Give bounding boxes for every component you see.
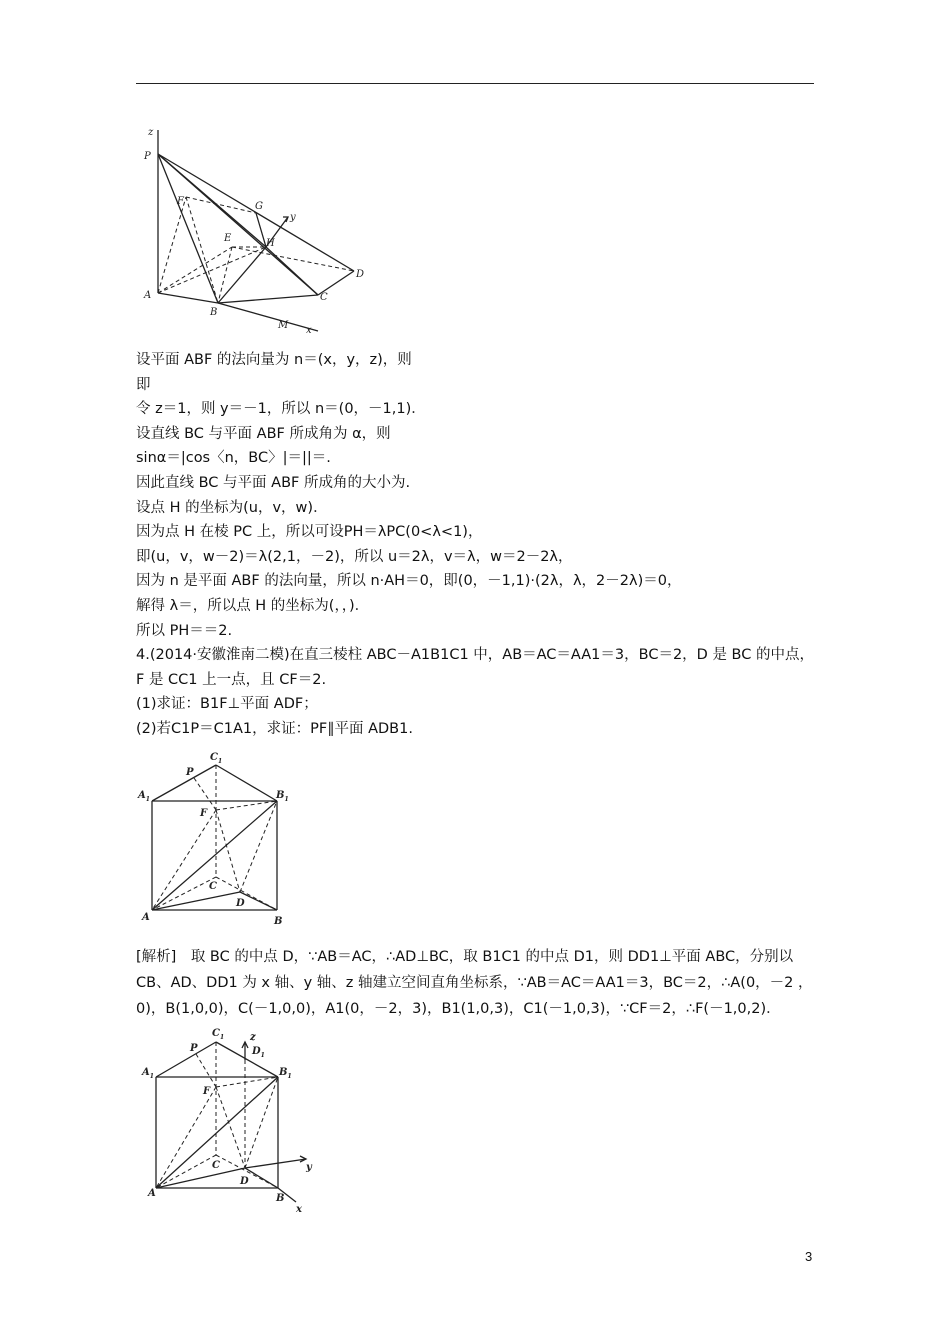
fig3-label-F: F [203, 1086, 211, 1097]
svg-text:A1: $A_1$ [138, 790, 150, 803]
svg-text:C1: $C_1$ [212, 1028, 225, 1041]
fig1-label-E: E [224, 233, 232, 244]
text-line: sinα＝|cos〈n，BC〉|＝||＝. [136, 450, 331, 467]
figure-prism [136, 748, 296, 930]
problem-statement-cont: F 是 CC1 上一点，且 CF＝2. [136, 671, 327, 688]
text-line: 即(u，v，w－2)＝λ(2,1，－2)，所以 u＝2λ，v＝λ，w＝2－2λ， [136, 548, 573, 565]
svg-text:D1: $D_1$ [252, 1046, 265, 1059]
fig3-label-B: B [276, 1193, 285, 1204]
fig3-label-A: A [148, 1188, 156, 1199]
fig3-label-D: D [240, 1176, 249, 1187]
fig2-label-A: A [142, 912, 150, 923]
fig2-label-C: C [209, 881, 217, 892]
fig2-label-A1: A [138, 790, 146, 801]
page-number: 3 [805, 1249, 813, 1264]
fig1-label-H: H [266, 238, 275, 249]
fig1-label-G: G [255, 201, 263, 212]
fig3-label-A1: A [142, 1067, 150, 1078]
fig3-label-C: C [212, 1160, 220, 1171]
svg-text:C1: $C_1$ [210, 752, 223, 765]
svg-text:B1: $B_1$ [276, 790, 289, 803]
text-line: 设点 H 的坐标为(u，v，w)． [136, 499, 328, 516]
svg-text:A1: $A_1$ [142, 1067, 154, 1080]
fig3-label-x: x [296, 1204, 302, 1214]
text-line: 设平面 ABF 的法向量为 n＝(x，y，z)，则 [136, 352, 412, 368]
text-line: 令 z＝1，则 y＝－1，所以 n＝(0，－1,1)． [136, 401, 426, 418]
fig3-label-C1: C [212, 1028, 220, 1039]
fig1-label-F: F [177, 196, 184, 207]
fig3-label-z: z [250, 1032, 256, 1043]
question-1: (1)求证：B1F⊥平面 ADF； [136, 696, 318, 713]
figure-prism-axes [136, 1024, 326, 1214]
text-line: 因为 n 是平面 ABF 的法向量，所以 n·AH＝0，即(0，－1,1)·(2λ，λ，2－2λ)＝0， [136, 573, 682, 590]
fig3-label-y: y [306, 1162, 312, 1173]
fig2-label-B: B [274, 916, 283, 927]
text-line: 因此直线 BC 与平面 ABF 所成角的大小为. [136, 474, 411, 491]
fig2-label-D: D [236, 898, 245, 909]
text-line: 设直线 BC 与平面 ABF 所成角为 α，则 [136, 425, 391, 442]
fig1-label-y: y [290, 212, 296, 223]
fig2-label-C1: C [210, 752, 218, 763]
figure-pyramid [138, 125, 368, 340]
text-line: 因为点 H 在棱 PC 上，所以可设PH＝λPC(0<λ<1)， [136, 524, 483, 541]
text-line: 所以 PH＝＝2. [136, 622, 233, 639]
text-line: 即 [136, 376, 151, 393]
fig3-label-B1: B [279, 1067, 288, 1078]
svg-text:B1: $B_1$ [279, 1067, 292, 1080]
fig2-label-F: F [200, 808, 208, 819]
fig1-label-M: M [278, 320, 289, 331]
fig3-label-D1: D [252, 1046, 261, 1057]
solution-text-block [136, 348, 836, 742]
fig1-label-A: A [144, 290, 152, 301]
solution-paragraph: [解析] 取 BC 的中点 D，∵AB＝AC，∴AD⊥BC，取 B1C1 的中点 D1，则 DD1⊥平面 ABC，分别以 CB、AD、DD1 为 x 轴、y 轴、z 轴建立空间直角坐标系，∵AB＝AC＝AA1＝3，BC＝2，∴A(0，－2 ，0)，B(1,0,0)，C(－1,0,0)，A1(0，－2，3)，B1(1,0,3)，C1(－1,0,3)，∵CF＝2，∴F(－1,0,2)． [136, 949, 813, 1017]
fig1-label-x: x [306, 325, 312, 336]
fig1-label-C: C [320, 292, 328, 303]
fig2-label-B1: B [276, 790, 285, 801]
fig1-label-D: D [356, 269, 365, 280]
fig1-label-B: B [210, 307, 218, 318]
header-rule [136, 83, 814, 84]
fig1-label-P: P [144, 151, 151, 162]
problem-statement: 4.(2014·安徽淮南二模)在直三棱柱 ABC－A1B1C1 中，AB＝AC＝AA1＝3，BC＝2，D 是 BC 的中点， [136, 647, 814, 664]
fig3-label-P: P [190, 1043, 198, 1054]
text-line: 解得 λ＝，所以点 H 的坐标为(，，)． [136, 597, 370, 614]
question-2: (2)若C1P＝C1A1，求证：PF∥平面 ADB1. [136, 720, 413, 737]
fig2-label-P: P [186, 767, 194, 778]
fig1-label-z: z [148, 127, 154, 138]
